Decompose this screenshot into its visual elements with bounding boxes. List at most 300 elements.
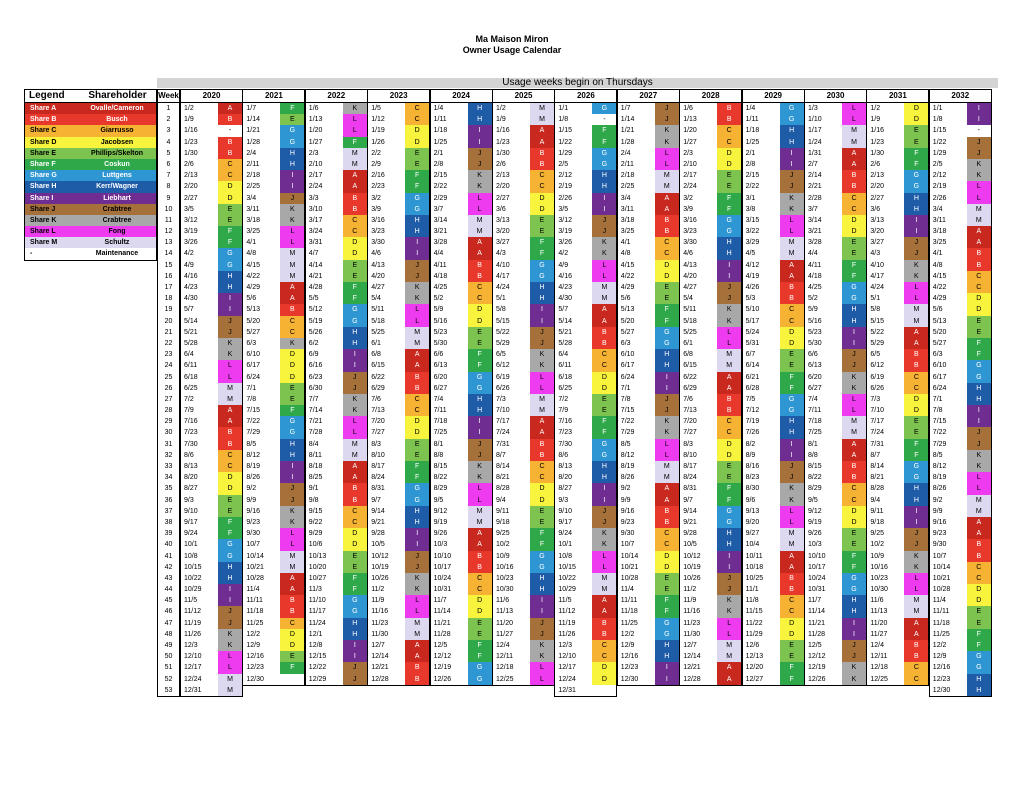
share-cell: B (780, 584, 804, 595)
share-cell: J (592, 226, 616, 237)
week-start-date: 8/31 (371, 485, 385, 493)
week-start-date: 10/26 (371, 574, 389, 582)
week-row (181, 685, 242, 696)
week-start-date: 4/24 (870, 284, 885, 291)
share-cell: A (468, 248, 492, 259)
week-start-date: 4/29 (246, 284, 261, 291)
share-cell: D (780, 338, 804, 349)
week-row (805, 137, 866, 148)
share-cell: C (530, 170, 554, 181)
share-cell: I (405, 237, 429, 248)
week-row (743, 204, 804, 215)
week-start-date: 6/17 (246, 362, 261, 370)
legend-header (25, 90, 156, 103)
share-cell: B (530, 439, 554, 450)
share-cell: B (343, 204, 367, 215)
week-start-date: 6/6 (433, 351, 444, 359)
week-start-date: 7/22 (932, 429, 947, 437)
share-cell: M (655, 461, 679, 472)
share-cell: F (967, 640, 991, 651)
share-cell: A (717, 674, 741, 685)
week-row (243, 551, 304, 562)
share-cell: G (280, 137, 304, 148)
share-cell: M (280, 248, 304, 259)
week-row (805, 528, 866, 539)
share-cell: F (343, 282, 367, 293)
share-cell: J (967, 137, 991, 148)
week-row (743, 327, 804, 338)
week-start-date: 10/26 (683, 574, 701, 582)
usage-banner: Usage weeks begin on Thursdays (157, 78, 998, 88)
week-row (181, 114, 242, 125)
week-start-date: 7/7 (308, 395, 319, 403)
week-start-date: 2/15 (433, 172, 448, 180)
week-start-date: 6/3 (620, 339, 631, 347)
week-row (680, 472, 741, 483)
week-row (930, 148, 991, 159)
share-cell: D (904, 405, 928, 416)
share-cell: C (405, 114, 429, 125)
share-cell: H (655, 349, 679, 360)
week-start-date: 2/17 (308, 172, 323, 180)
share-cell: L (405, 606, 429, 617)
week-row (493, 651, 554, 662)
week-row (368, 450, 429, 461)
share-cell: G (717, 517, 741, 528)
share-cell: A (717, 383, 741, 394)
share-cell: G (592, 148, 616, 159)
week-row (930, 427, 991, 438)
year-header: 2024 (431, 90, 492, 103)
week-row (368, 618, 429, 629)
week-row (181, 539, 242, 550)
share-cell: E (218, 215, 242, 226)
week-row (618, 204, 679, 215)
week-row (181, 226, 242, 237)
share-cell: A (780, 271, 804, 282)
week-row (743, 372, 804, 383)
week-row (555, 640, 616, 651)
share-cell: K (655, 416, 679, 427)
share-cell: L (592, 551, 616, 562)
week-start-date: 10/16 (870, 563, 888, 571)
share-cell: E (343, 271, 367, 282)
week-row (555, 327, 616, 338)
year-header: 2021 (243, 90, 304, 103)
share-cell: H (842, 304, 866, 315)
week-start-date: 6/18 (184, 373, 198, 381)
week-start-date: 2/9 (371, 160, 381, 168)
share-cell: H (967, 674, 991, 685)
week-start-date: 9/23 (620, 518, 635, 526)
share-cell: C (405, 103, 429, 114)
week-row (930, 539, 991, 550)
share-cell: D (592, 372, 616, 383)
week-row (243, 316, 304, 327)
week-row (805, 450, 866, 461)
week-start-date: 1/15 (932, 127, 947, 135)
share-cell: E (280, 383, 304, 394)
week-row (680, 506, 741, 517)
share-cell: L (904, 584, 928, 595)
share-cell: M (904, 304, 928, 315)
share-cell: I (218, 595, 242, 606)
share-cell: L (655, 148, 679, 159)
week-start-date: 5/7 (184, 306, 194, 314)
share-cell: D (655, 271, 679, 282)
week-row (181, 629, 242, 640)
week-row (368, 461, 429, 472)
week-row (618, 439, 679, 450)
week-start-date: 2/27 (870, 194, 885, 202)
week-row (431, 114, 492, 125)
share-cell: A (530, 416, 554, 427)
week-start-date: 10/31 (433, 586, 452, 594)
share-cell: I (655, 383, 679, 394)
share-cell: A (405, 349, 429, 360)
share-cell: C (343, 226, 367, 237)
week-row (680, 439, 741, 450)
week-row (618, 114, 679, 125)
week-row (493, 204, 554, 215)
week-row (368, 674, 429, 685)
week-start-date: 7/22 (620, 418, 635, 426)
week-start-date: 6/4 (558, 351, 569, 359)
week-start-date: 3/13 (496, 216, 510, 224)
week-start-date: 1/2 (184, 105, 194, 112)
share-cell: L (343, 114, 367, 125)
week-start-date: 4/15 (620, 261, 635, 269)
share-cell: D (343, 539, 367, 550)
share-cell: A (468, 237, 492, 248)
share-cell: H (592, 472, 616, 483)
share-cell: H (842, 316, 866, 327)
week-row (493, 215, 554, 226)
share-cell: C (655, 528, 679, 539)
week-start-date: 8/18 (308, 463, 323, 470)
share-cell: E (842, 237, 866, 248)
year-header: 2030 (805, 90, 866, 103)
week-start-date: 12/28 (371, 675, 389, 683)
share-cell: K (280, 506, 304, 517)
week-start-date: 7/27 (683, 429, 697, 437)
week-row (680, 260, 741, 271)
week-start-date: 10/3 (808, 541, 822, 549)
share-cell: I (780, 450, 804, 461)
week-row (243, 506, 304, 517)
week-row (555, 204, 616, 215)
week-start-date: 11/5 (558, 597, 572, 605)
week-row (618, 349, 679, 360)
week-row (743, 606, 804, 617)
week-row (306, 495, 367, 506)
week-row (306, 629, 367, 640)
week-start-date: 9/24 (558, 530, 573, 538)
week-start-date: 4/2 (558, 250, 569, 258)
week-start-date: 3/8 (745, 205, 756, 213)
week-row (368, 539, 429, 550)
week-row (243, 495, 304, 506)
week-start-date: 5/11 (683, 306, 697, 314)
week-start-date: 9/16 (246, 507, 261, 515)
week-row (743, 595, 804, 606)
share-cell: K (842, 662, 866, 673)
week-row (493, 674, 554, 685)
week-start-date: 2/6 (496, 160, 506, 168)
week-row (743, 271, 804, 282)
share-cell: G (967, 651, 991, 662)
week-row (805, 405, 866, 416)
legend-share-label: Share K (30, 216, 57, 224)
share-cell: C (904, 662, 928, 673)
share-cell: I (717, 551, 741, 562)
share-cell: C (343, 506, 367, 517)
week-row (493, 338, 554, 349)
week-row (493, 539, 554, 550)
week-row (368, 159, 429, 170)
week-start-date: 11/10 (308, 597, 326, 605)
week-row (431, 282, 492, 293)
week-row (930, 416, 991, 427)
week-start-date: 4/29 (620, 284, 635, 291)
legend-shareholder-name: Luttgens (102, 172, 132, 180)
week-row (306, 349, 367, 360)
week-start-date: 3/2 (371, 194, 381, 202)
week-row (243, 539, 304, 550)
share-cell: G (343, 304, 367, 315)
share-cell: B (904, 360, 928, 371)
share-cell: K (218, 640, 242, 651)
week-start-date: 12/28 (683, 675, 701, 683)
share-cell: H (717, 528, 741, 539)
share-cell: H (842, 595, 866, 606)
week-row (743, 562, 804, 573)
week-start-date: 10/30 (496, 586, 514, 594)
week-row (618, 551, 679, 562)
week-start-date: 11/23 (371, 619, 389, 627)
week-start-date: 4/3 (496, 250, 506, 258)
week-start-date: 4/22 (932, 284, 947, 291)
week-start-date: 7/15 (932, 418, 947, 426)
share-cell: M (780, 248, 804, 259)
share-cell: C (717, 427, 741, 438)
week-number: 22 (164, 339, 173, 347)
week-start-date: 10/19 (371, 563, 389, 571)
week-row (555, 651, 616, 662)
share-cell: F (343, 137, 367, 148)
week-start-date: 7/31 (496, 440, 510, 448)
week-row (930, 562, 991, 573)
week-start-date: 12/16 (620, 653, 639, 661)
share-cell: M (468, 226, 492, 237)
week-start-date: 7/22 (246, 418, 261, 426)
week-start-date: 1/1 (558, 105, 569, 112)
week-start-date: 1/26 (371, 138, 385, 146)
week-number: 49 (164, 642, 173, 649)
week-start-date: 4/27 (371, 284, 385, 291)
week-start-date: 7/3 (496, 395, 506, 403)
share-cell: L (967, 472, 991, 483)
week-row (867, 237, 928, 248)
share-cell: F (780, 674, 804, 685)
share-cell: C (468, 293, 492, 304)
week-row (680, 103, 741, 114)
week-start-date: 4/11 (808, 261, 822, 269)
share-cell: I (967, 405, 991, 416)
week-row (618, 629, 679, 640)
share-cell: E (904, 137, 928, 148)
week-start-date: 9/23 (246, 518, 261, 526)
week-row (306, 103, 367, 114)
week-row (680, 360, 741, 371)
week-row (867, 539, 928, 550)
week-row (930, 506, 991, 517)
week-start-date: 6/29 (371, 384, 385, 392)
share-cell: I (468, 137, 492, 148)
week-start-date: 4/28 (308, 284, 323, 291)
week-row (181, 528, 242, 539)
share-cell: E (904, 125, 928, 136)
week-row (680, 372, 741, 383)
week-start-date: 10/21 (246, 563, 264, 571)
share-cell: L (343, 125, 367, 136)
share-cell: G (405, 204, 429, 215)
week-row (368, 327, 429, 338)
week-row (431, 450, 492, 461)
share-cell: E (592, 405, 616, 416)
share-cell: I (904, 215, 928, 226)
share-cell: F (717, 193, 741, 204)
share-cell: D (280, 349, 304, 360)
week-start-date: 3/4 (246, 194, 257, 202)
share-cell: G (904, 461, 928, 472)
week-start-date: 6/1 (371, 339, 381, 347)
week-row (431, 551, 492, 562)
share-cell: C (592, 360, 616, 371)
week-row (493, 483, 554, 494)
week-start-date: 6/16 (308, 362, 323, 370)
week-start-date: 8/13 (184, 463, 198, 470)
week-start-date: 1/28 (246, 138, 261, 146)
share-cell: F (592, 125, 616, 136)
share-cell: J (780, 461, 804, 472)
share-cell: B (530, 450, 554, 461)
week-row (618, 271, 679, 282)
share-cell: A (842, 450, 866, 461)
share-cell: K (343, 103, 367, 114)
week-row (181, 304, 242, 315)
share-cell: M (218, 383, 242, 394)
week-row (493, 461, 554, 472)
share-cell: J (218, 618, 242, 629)
share-cell: E (592, 394, 616, 405)
share-cell: I (405, 539, 429, 550)
share-cell: I (530, 606, 554, 617)
week-row (743, 528, 804, 539)
week-row (867, 629, 928, 640)
week-row (493, 450, 554, 461)
week-row (431, 327, 492, 338)
share-cell: M (592, 584, 616, 595)
share-cell: M (343, 439, 367, 450)
week-row (867, 327, 928, 338)
week-start-date: 12/18 (870, 664, 888, 672)
share-cell: D (218, 193, 242, 204)
share-cell: M (530, 114, 554, 125)
week-start-date: 11/12 (558, 608, 576, 616)
week-row (743, 125, 804, 136)
week-start-date: 8/30 (745, 485, 760, 493)
week-row (743, 394, 804, 405)
share-cell: B (343, 483, 367, 494)
week-start-date: 9/9 (246, 496, 257, 504)
week-row (867, 662, 928, 673)
week-row (743, 674, 804, 685)
week-start-date: 4/21 (308, 272, 323, 280)
week-row (243, 148, 304, 159)
week-row (555, 372, 616, 383)
share-cell: B (280, 595, 304, 606)
week-start-date: 9/13 (745, 507, 760, 515)
week-start-date: 11/14 (433, 608, 451, 616)
share-cell: L (218, 372, 242, 383)
week-start-date: 1/27 (308, 138, 323, 146)
share-cell: H (343, 618, 367, 629)
week-row (493, 125, 554, 136)
share-cell: B (967, 248, 991, 259)
week-start-date: 11/7 (433, 597, 447, 605)
share-cell: C (280, 316, 304, 327)
week-start-date: 3/6 (496, 205, 506, 213)
week-number: 44 (164, 586, 173, 594)
week-row (618, 573, 679, 584)
week-row (555, 405, 616, 416)
week-start-date: 2/22 (433, 183, 448, 191)
week-start-date: 10/5 (683, 541, 697, 549)
share-cell: F (904, 450, 928, 461)
week-start-date: 7/24 (496, 429, 510, 437)
share-cell: B (468, 271, 492, 282)
week-row (306, 573, 367, 584)
share-cell: C (280, 618, 304, 629)
share-cell: K (967, 450, 991, 461)
week-number: 8 (166, 183, 171, 191)
share-cell: M (280, 551, 304, 562)
week-row (743, 439, 804, 450)
share-cell: H (468, 394, 492, 405)
week-row (805, 506, 866, 517)
week-start-date: 3/5 (558, 205, 569, 213)
share-cell: D (592, 383, 616, 394)
week-start-date: 8/26 (932, 485, 947, 493)
week-start-date: 3/11 (620, 205, 634, 213)
week-start-date: 12/25 (870, 675, 888, 683)
week-start-date: 4/24 (496, 284, 510, 291)
week-start-date: 7/21 (308, 418, 323, 426)
share-cell: I (842, 327, 866, 338)
week-row (555, 450, 616, 461)
week-start-date: 12/2 (620, 630, 635, 638)
week-row (930, 181, 991, 192)
week-row (243, 618, 304, 629)
week-row (306, 394, 367, 405)
share-cell: A (717, 662, 741, 673)
week-start-date: 11/25 (932, 630, 950, 638)
share-cell: D (405, 137, 429, 148)
week-row (181, 584, 242, 595)
week-start-date: 2/10 (308, 160, 323, 168)
share-cell: J (218, 606, 242, 617)
